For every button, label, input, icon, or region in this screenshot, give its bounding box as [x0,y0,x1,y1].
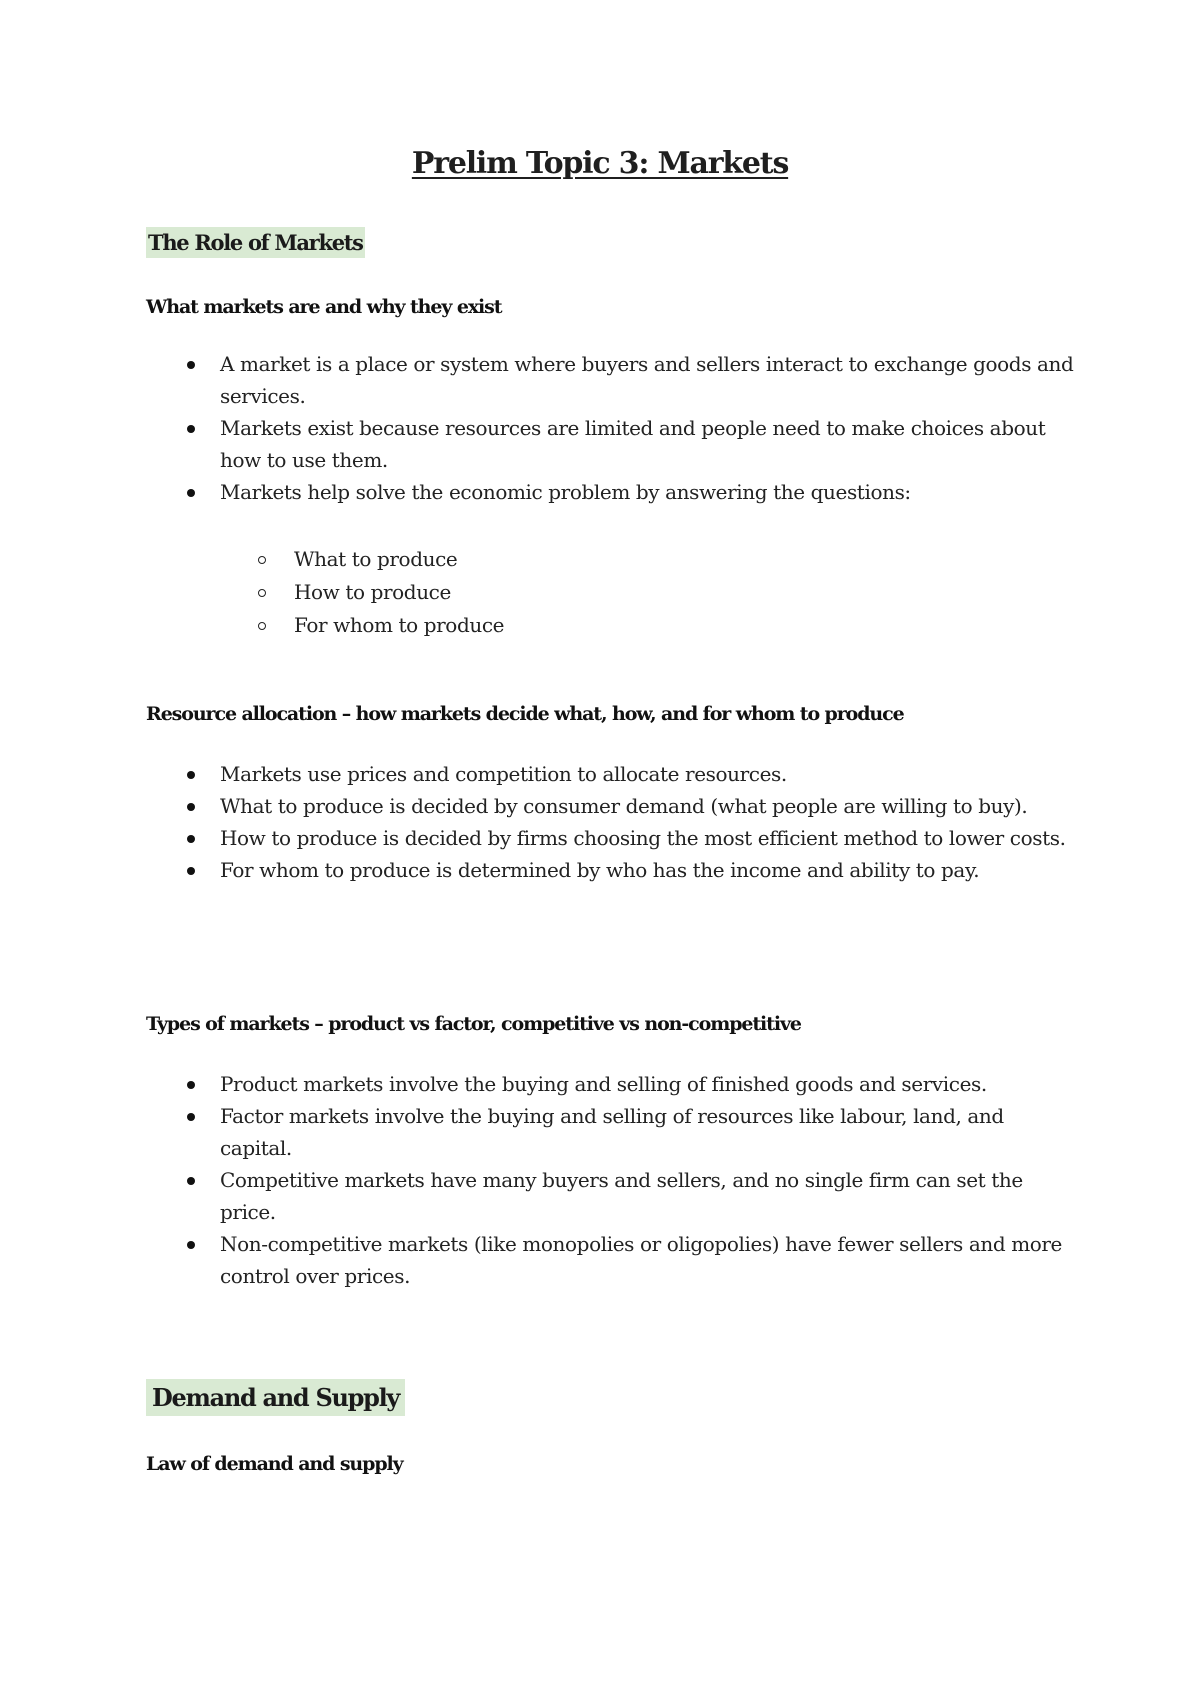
section-heading-text: Demand and Supply [146,1379,405,1416]
bullet-list-resource-allocation [146,758,1076,886]
bullet-list-what-markets-are [146,348,1076,508]
list-item: What to produce [146,543,1046,576]
list-item: Markets use prices and competition to allocate resources. [146,758,1076,790]
list-item: Non-competitive markets (like monopolies or oligopolies) have fewer sellers and more control over prices. [146,1228,1076,1292]
subheading-resource-allocation: Resource allocation – how markets decide what, how, and for whom to produce [146,703,904,725]
sub-list-economic-questions [146,543,1046,642]
list-item: For whom to produce [146,609,1046,642]
list-item: Markets help solve the economic problem by answering the questions: [146,476,1076,508]
subheading-what-markets-are: What markets are and why they exist [146,296,502,318]
subheading-law-of-demand-and-supply: Law of demand and supply [146,1453,403,1475]
list-item: Factor markets involve the buying and selling of resources like labour, land, and capital. [146,1100,1076,1164]
subheading-types-of-markets: Types of markets – product vs factor, competitive vs non-competitive [146,1013,801,1035]
list-item: How to produce is decided by firms choosing the most efficient method to lower costs. [146,822,1076,854]
section-heading-role-of-markets [146,230,365,255]
list-item: For whom to produce is determined by who has the income and ability to pay. [146,854,1076,886]
list-item: A market is a place or system where buyers and sellers interact to exchange goods and services. [146,348,1076,412]
list-item: Competitive markets have many buyers and sellers, and no single firm can set the price. [146,1164,1076,1228]
list-item: What to produce is decided by consumer demand (what people are willing to buy). [146,790,1076,822]
list-item: How to produce [146,576,1046,609]
list-item: Markets exist because resources are limited and people need to make choices about how to use them. [146,412,1076,476]
list-item: Product markets involve the buying and selling of finished goods and services. [146,1068,1076,1100]
section-heading-text: The Role of Markets [146,227,365,258]
section-heading-demand-and-supply [146,1383,405,1412]
bullet-list-types-of-markets [146,1068,1076,1292]
document-title: Prelim Topic 3: Markets [411,146,789,181]
